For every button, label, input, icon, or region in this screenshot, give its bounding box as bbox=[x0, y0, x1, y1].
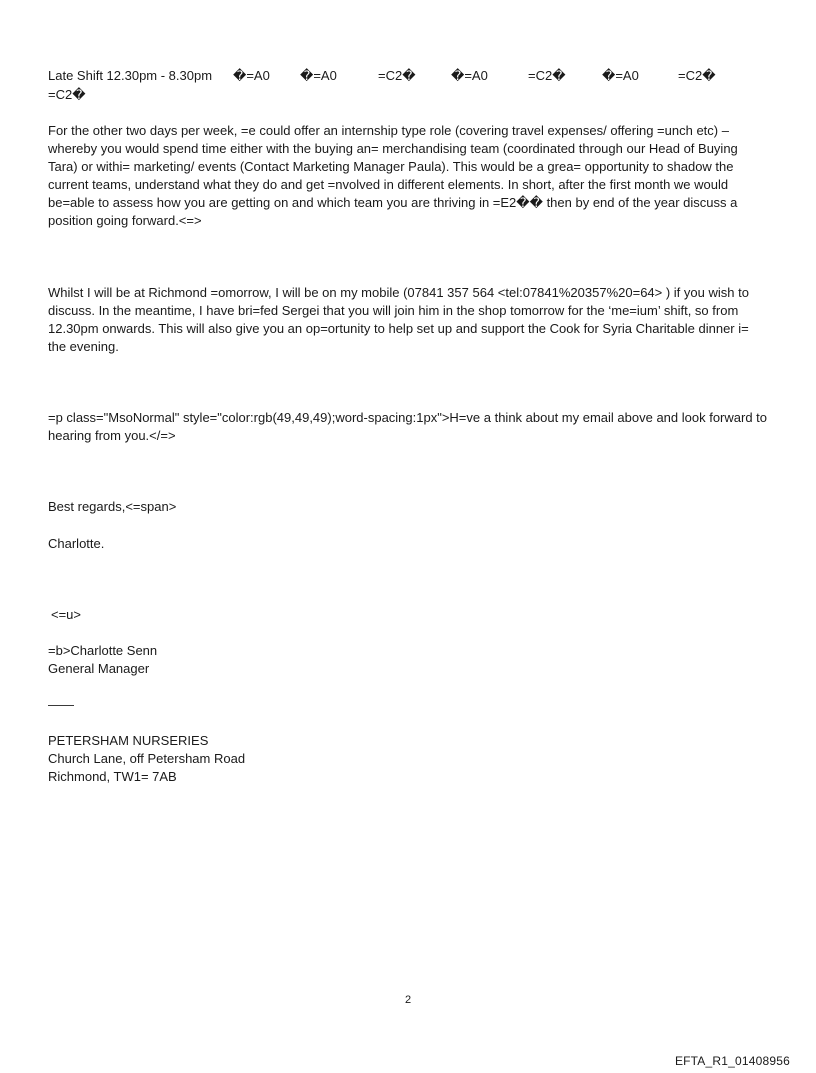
company-city: Richmond, TW1= 7AB bbox=[48, 769, 177, 784]
shift-cell: �=A0 bbox=[602, 68, 639, 83]
msonormal-paragraph: =p class="MsoNormal" style="color:rgb(49,49,49);word-spacing:1px">H=ve a think about my email above and look forward to hearing from you.</=> bbox=[48, 410, 771, 443]
shift-cell: �=A0 bbox=[300, 68, 337, 83]
company-name: PETERSHAM NURSERIES bbox=[48, 733, 209, 748]
shift-cell: �=A0 bbox=[233, 68, 270, 83]
company-street: Church Lane, off Petersham Road bbox=[48, 751, 246, 766]
u-tag-fragment: <=u> bbox=[51, 607, 82, 622]
shift-label: Late Shift 12.30pm - 8.30pm bbox=[48, 68, 213, 83]
shift-cell: �=A0 bbox=[451, 68, 488, 83]
shift-wrap-cell: =C2� bbox=[48, 87, 86, 102]
signature-title: General Manager bbox=[48, 661, 150, 676]
shift-cell: =C2� bbox=[378, 68, 416, 83]
shift-cell: =C2� bbox=[678, 68, 716, 83]
closing-regards: Best regards,<=span> bbox=[48, 499, 177, 514]
shift-cell: =C2� bbox=[528, 68, 566, 83]
signature-separator: —— bbox=[48, 697, 74, 712]
internship-paragraph: For the other two days per week, =e could offer an internship type role (covering travel expenses/ offering =unch etc) – whereby you would spend time either with the buying an= merchandising team (coordinated through our Head of Buying Tara) or withi= marketing/ events (Contact Marketing Manager Paula). This would be a grea= opportunity to shadow the current teams, understand what they do and get =nvolved in different elements. In short, after the first month we would be=able to assess how you are getting on and which team you are thriving in =E2�� then by end of the year discuss a position going forward.<=> bbox=[48, 123, 742, 228]
page-number: 2 bbox=[404, 994, 412, 1006]
richmond-paragraph: Whilst I will be at Richmond =omorrow, I will be on my mobile (07841 357 564 <tel:07841%20357%20=64> ) if you wish to discuss. In the meantime, I have bri=fed Sergei that you will join him in the shop tomorrow for the ‘me=ium’ shift, so from 12.30pm onwards. This will also give you an op=ortunity to help set up and support the Cook for Syria Charitable dinner i= the evening. bbox=[48, 285, 753, 354]
shift-schedule-row bbox=[48, 67, 768, 85]
signature-full-name: =b>Charlotte Senn bbox=[48, 643, 158, 658]
closing-name: Charlotte. bbox=[48, 536, 105, 551]
document-id: EFTA_R1_01408956 bbox=[674, 1054, 790, 1068]
